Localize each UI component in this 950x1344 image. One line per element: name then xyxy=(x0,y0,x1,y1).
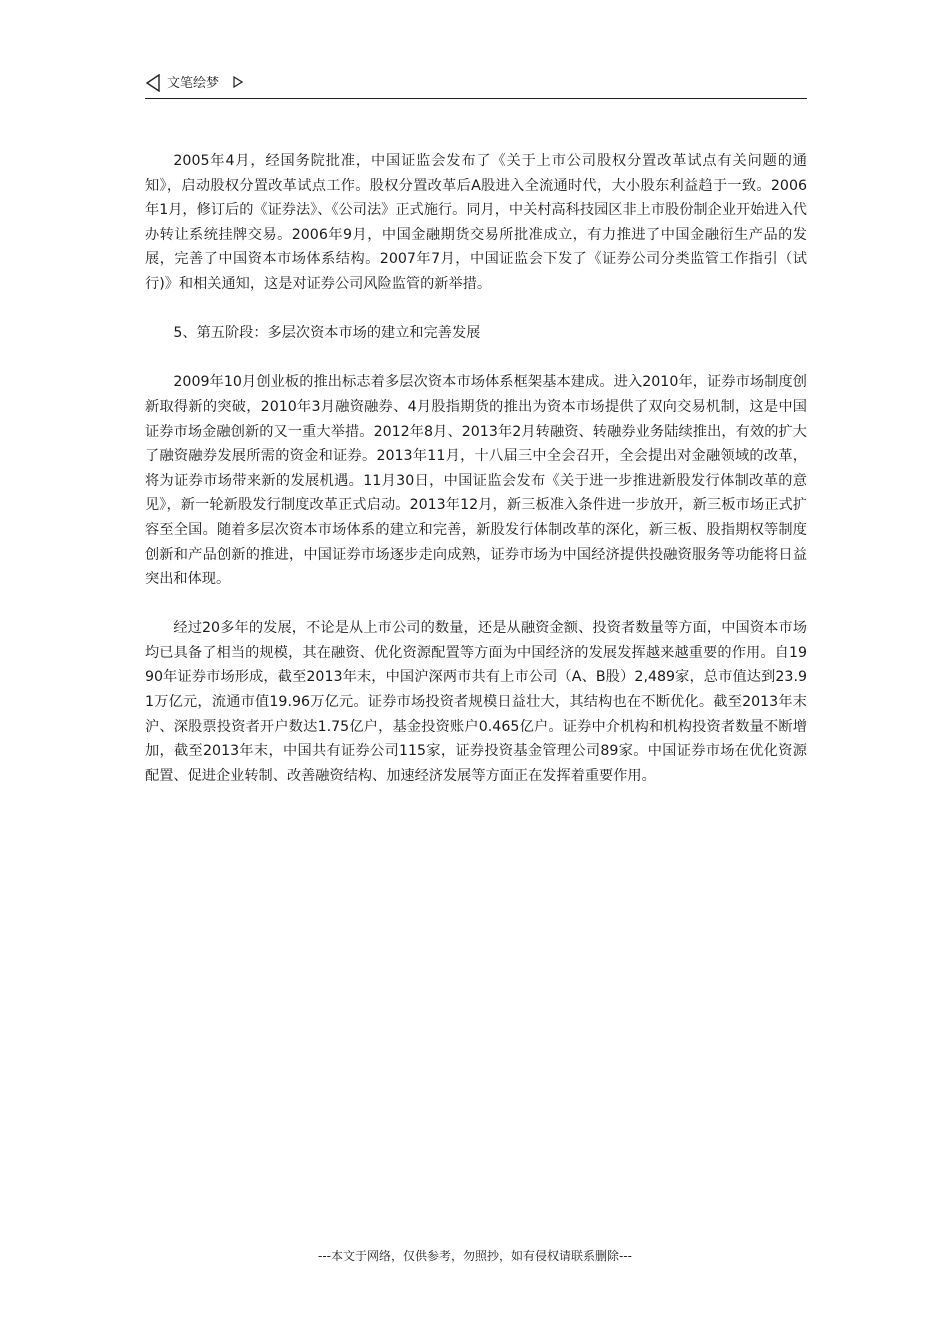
paragraph-market-summary: 经过20多年的发展，不论是从上市公司的数量，还是从融资金额、投资者数量等方面，中国资本市场均已具备了相当的规模，其在融资、优化资源配置等方面为中国经济的发展发挥越来越重要的作用。自1990年证券市场形成，截至2013年末，中国沪深两市共有上市公司（A、B股）2,489家，总市值达到23.91万亿元，流通市值19.96万亿元。证券市场投资者规模日益壮大，其结构也在不断优化。截至2013年末沪、深股票投资者开户数达1.75亿户，基金投资账户0.465亿户。证券中介机构和机构投资者数量不断增加，截至2013年末，中国共有证券公司115家，证券投资基金管理公司89家。中国证券市场在优化资源配置、促进企业转制、改善融资结构、加速经济发展等方面正在发挥着重要作用。 xyxy=(145,620,807,784)
triangle-left-icon xyxy=(145,74,161,92)
paragraph-2005-reform: 2005年4月，经国务院批准，中国证监会发布了《关于上市公司股权分置改革试点有关问题的通知》，启动股权分置改革试点工作。股权分置改革后A股进入全流通时代，大小股东利益趋于一致。2006年1月，修订后的《证券法》、《公司法》正式施行。同月，中关村高科技园区非上市股份制企业开始进入代办转让系统挂牌交易。2006年9月，中国金融期货交易所批准成立，有力推进了中国金融衍生产品的发展，完善了中国资本市场体系结构。2007年7月，中国证监会下发了《证券公司分类监管工作指引（试行)》和相关通知，这是对证券公司风险监管的新举措。 xyxy=(145,153,807,292)
page-header xyxy=(145,72,807,99)
document-body xyxy=(145,149,807,788)
triangle-right-icon xyxy=(233,76,243,88)
section-heading-stage-5: 5、第五阶段：多层次资本市场的建立和完善发展 xyxy=(173,325,481,342)
header-brand: 文笔绘梦 xyxy=(167,76,220,91)
footer-disclaimer: ---本文于网络，仅供参考，勿照抄，如有侵权请联系删除--- xyxy=(318,1249,632,1263)
paragraph-2009-growth: 2009年10月创业板的推出标志着多层次资本市场体系框架基本建成。进入2010年，证券市场制度创新取得新的突破，2010年3月融资融券、4月股指期货的推出为资本市场提供了双向交易机制，这是中国证券市场金融创新的又一重大举措。2012年8月、2013年2月转融资、转融券业务陆续推出，有效的扩大了融资融券发展所需的资金和证券。2013年11月，十八届三中全会召开，全会提出对金融领域的改革，将为证券市场带来新的发展机遇。11月30日，中国证监会发布《关于进一步推进新股发行体制改革的意见》，新一轮新股发行制度改革正式启动。2013年12月，新三板准入条件进一步放开，新三板市场正式扩容至全国。随着多层次资本市场体系的建立和完善，新股发行体制改革的深化，新三板、股指期权等制度创新和产品创新的推进，中国证券市场逐步走向成熟，证券市场为中国经济提供投融资服务等功能将日益突出和体现。 xyxy=(145,374,807,588)
